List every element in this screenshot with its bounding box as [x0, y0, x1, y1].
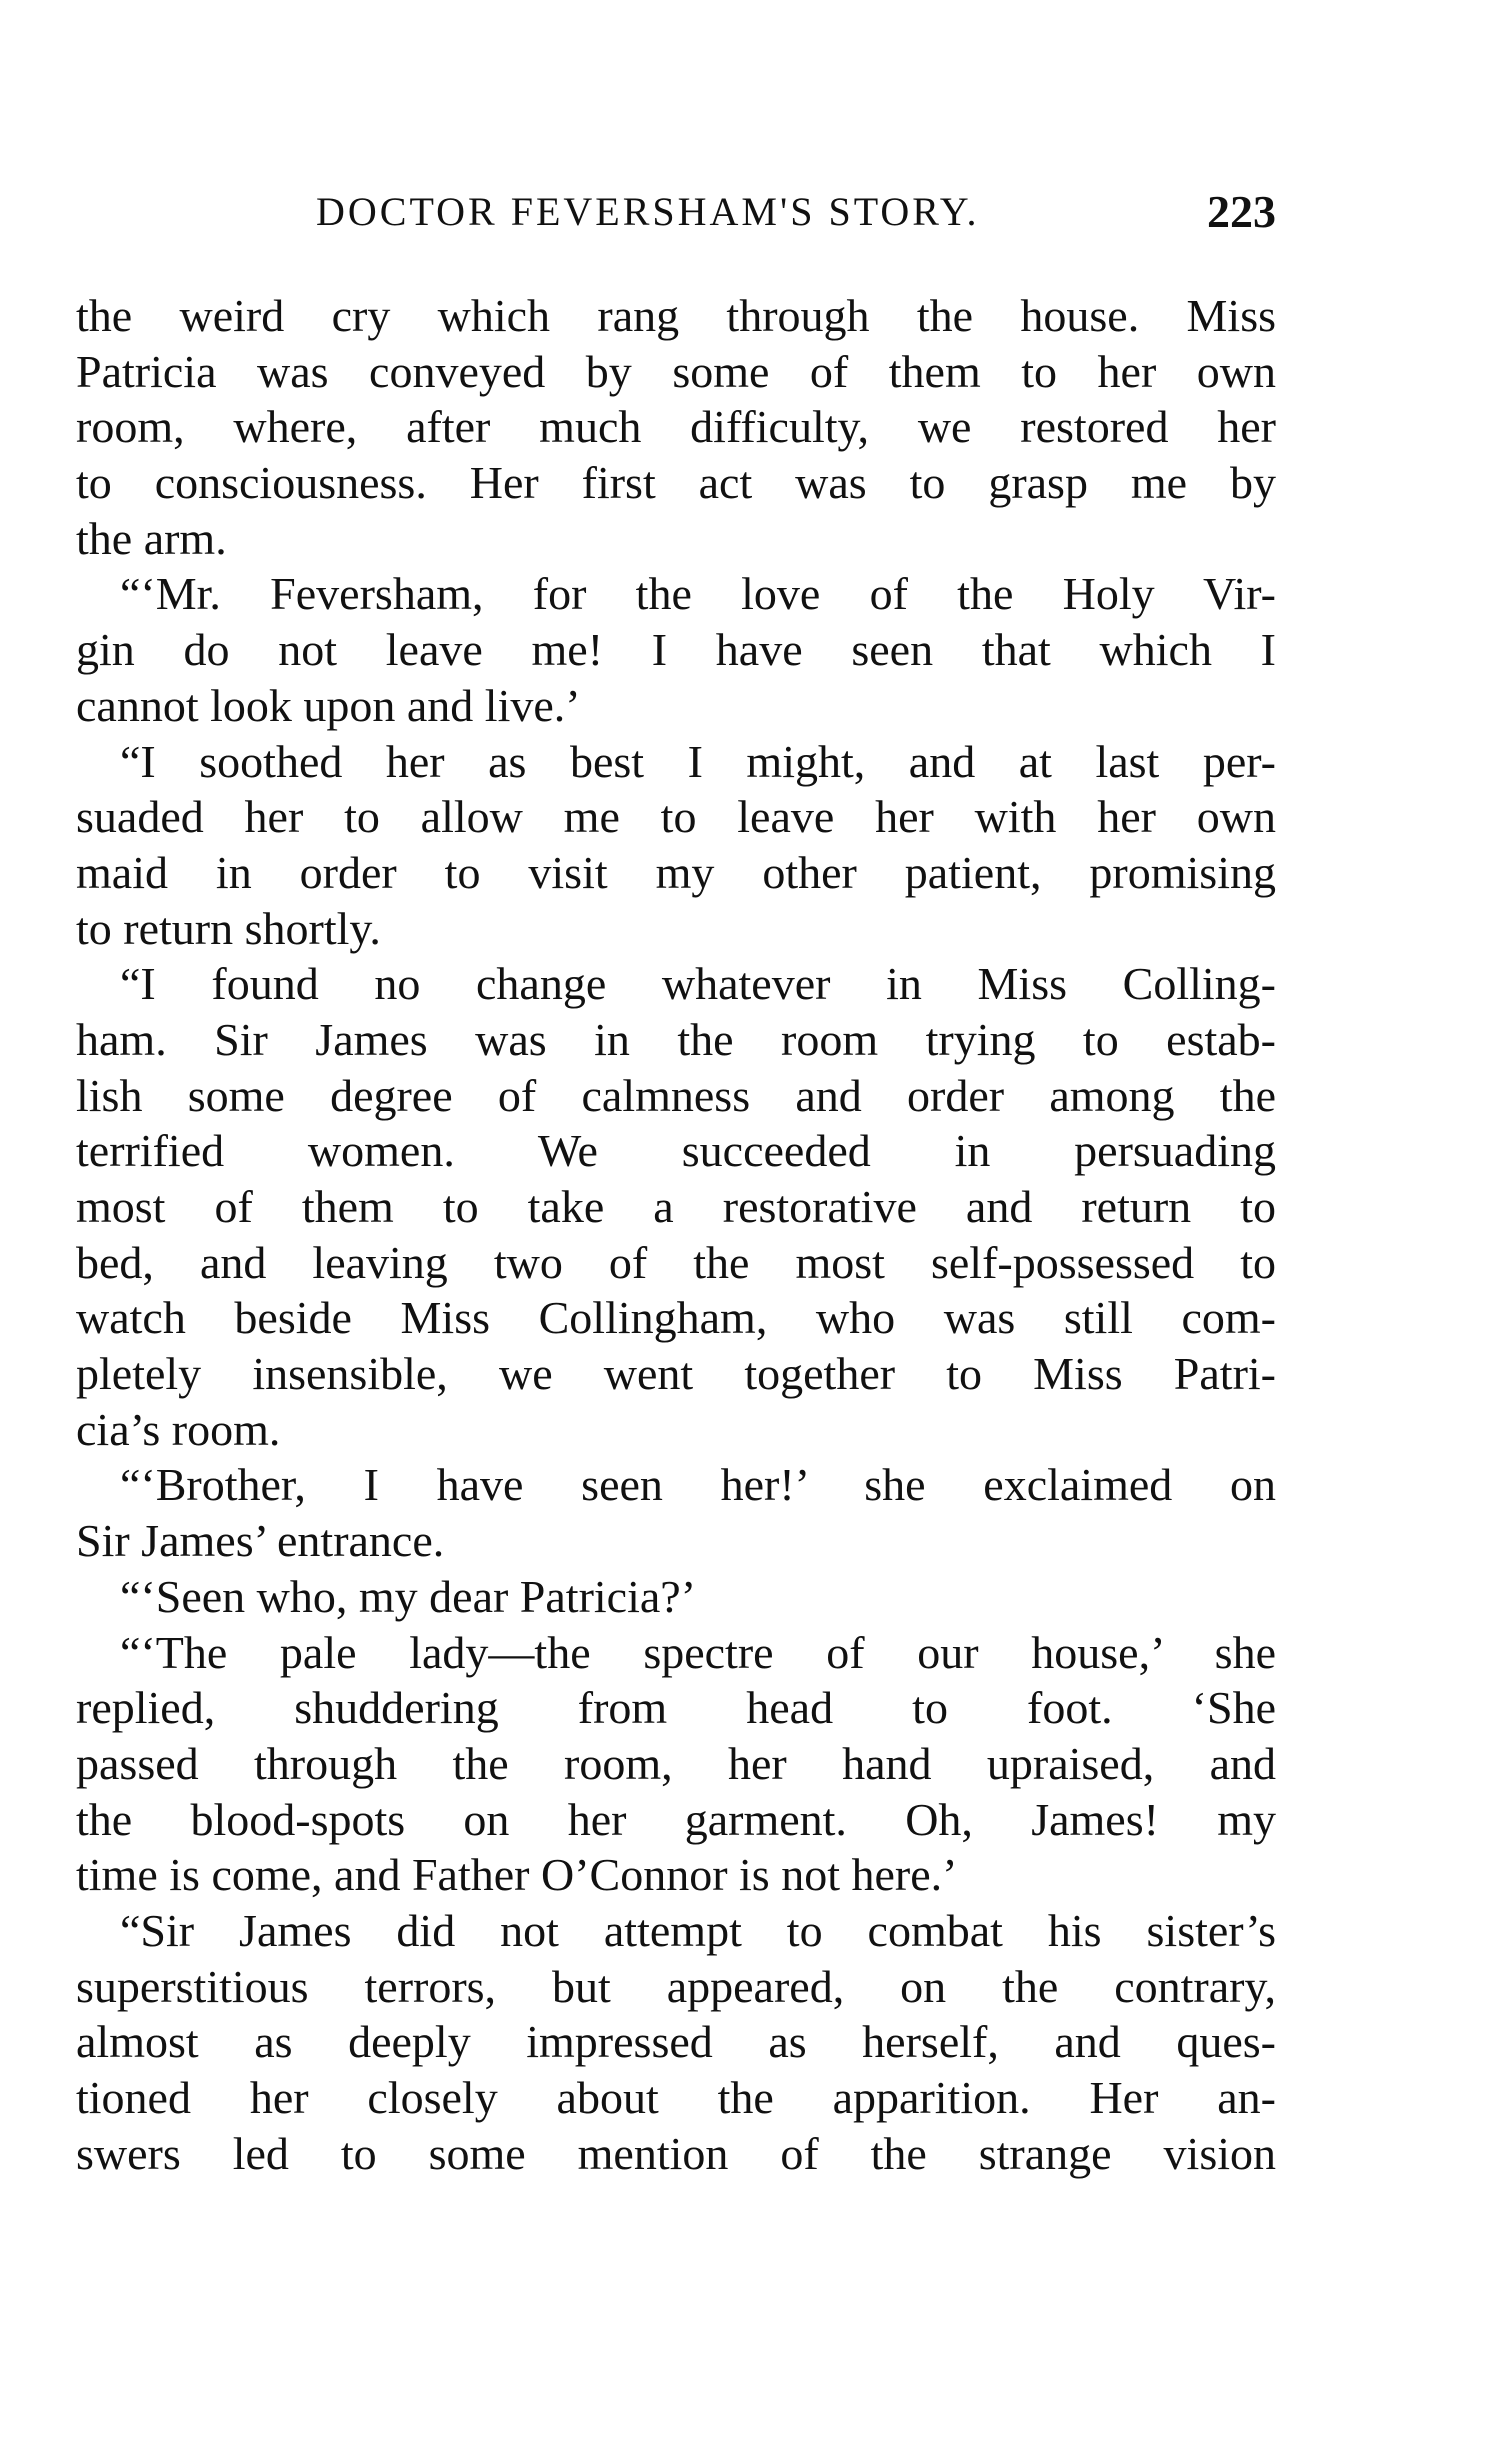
text-line: passed through the room, her hand upraised, and [76, 1737, 1276, 1789]
text-line: replied, shuddering from head to foot. ‘She [76, 1682, 1276, 1734]
text-line: cannot look upon and live.’ [76, 679, 581, 731]
text-line: “I found no change whatever in Miss Colling- [120, 958, 1276, 1010]
text-line: almost as deeply impressed as herself, and ques- [76, 2016, 1276, 2068]
text-line: suaded her to allow me to leave her with her own [76, 791, 1276, 843]
text-line: maid in order to visit my other patient, promising [76, 846, 1276, 898]
text-line: the blood-spots on her garment. Oh, James! my [76, 1793, 1276, 1845]
text-line: the arm. [76, 512, 227, 564]
text-line: “‘The pale lady—the spectre of our house,’ she [120, 1626, 1276, 1678]
text-line: tioned her closely about the apparition. Her an- [76, 2072, 1276, 2123]
body-text [76, 288, 1276, 2181]
text-line: cia’s room. [76, 1403, 281, 1455]
text-line: swers led to some mention of the strange vision [76, 2127, 1276, 2179]
text-line: terrified women. We succeeded in persuading [76, 1125, 1276, 1177]
text-line: “Sir James did not attempt to combat his sister’s [120, 1904, 1276, 1956]
text-line: Patricia was conveyed by some of them to her own [76, 345, 1276, 397]
page-number: 223 [1207, 186, 1276, 237]
text-line: pletely insensible, we went together to Miss Patri- [76, 1348, 1276, 1400]
text-line: most of them to take a restorative and return to [76, 1181, 1276, 1232]
text-line: room, where, after much difficulty, we restored her [76, 401, 1276, 453]
text-line: ham. Sir James was in the room trying to estab- [76, 1013, 1276, 1065]
text-line: superstitious terrors, but appeared, on the contrary, [76, 1960, 1276, 2012]
text-line: gin do not leave me! I have seen that which I [76, 624, 1276, 676]
text-line: Sir James’ entrance. [76, 1515, 445, 1567]
text-line: watch beside Miss Collingham, who was still com- [76, 1292, 1276, 1344]
text-line: the weird cry which rang through the house. Miss [76, 290, 1276, 341]
running-head [76, 180, 1276, 244]
text-line: time is come, and Father O’Connor is not here.’ [76, 1849, 958, 1901]
running-title: DOCTOR FEVERSHAM'S STORY. [316, 189, 980, 234]
text-line: “‘Mr. Feversham, for the love of the Holy Vir- [120, 568, 1276, 620]
text-line: to return shortly. [76, 902, 381, 954]
text-line: lish some degree of calmness and order among the [76, 1069, 1276, 1121]
text-line: “‘Brother, I have seen her!’ she exclaimed on [120, 1459, 1276, 1511]
text-line: “‘Seen who, my dear Patricia?’ [120, 1570, 697, 1622]
text-line: to consciousness. Her first act was to grasp me by [76, 457, 1276, 509]
text-line: “I soothed her as best I might, and at last per- [120, 735, 1276, 787]
text-line: bed, and leaving two of the most self-possessed to [76, 1236, 1276, 1288]
